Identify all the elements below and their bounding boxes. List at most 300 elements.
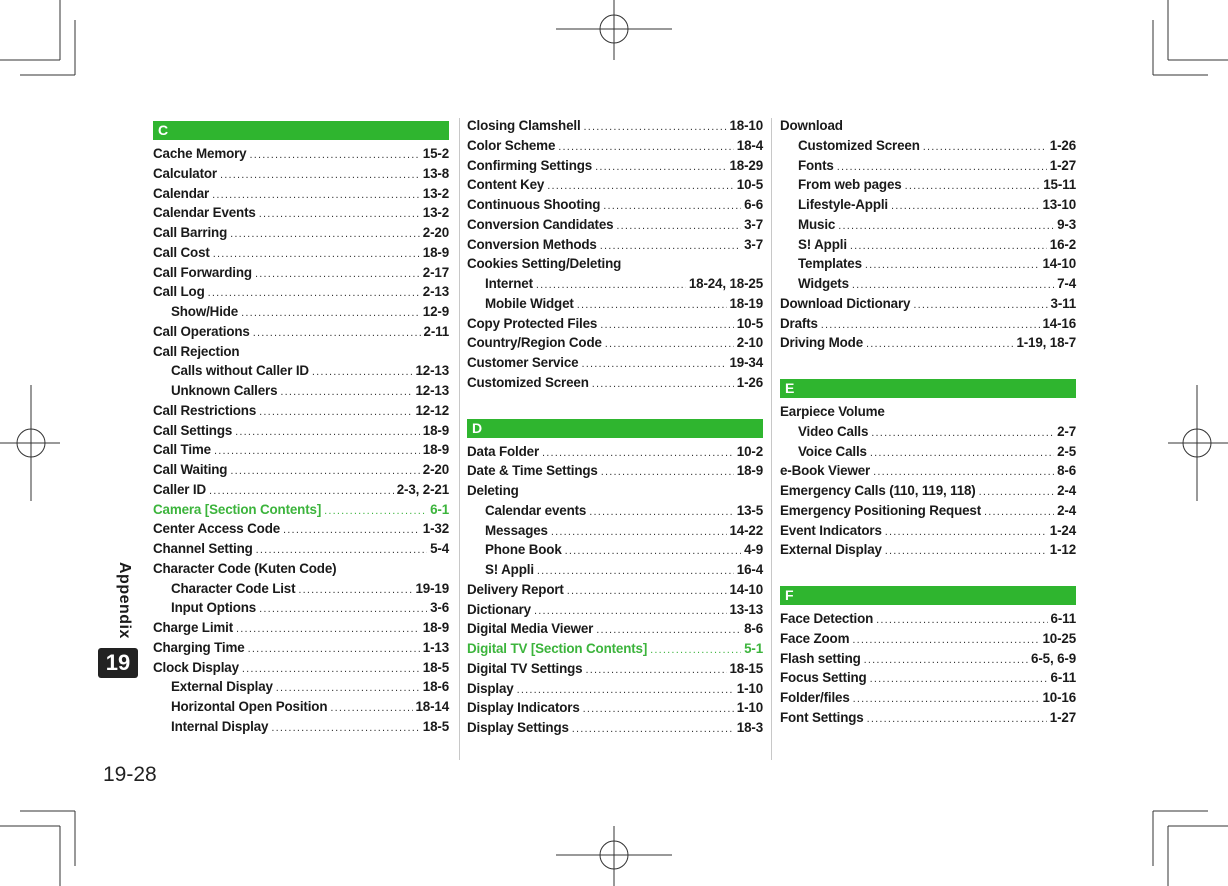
index-entry <box>153 263 449 283</box>
entry-label: Driving Mode <box>780 335 864 351</box>
dot-leader <box>584 118 727 138</box>
entry-label: Fonts <box>798 157 834 173</box>
entry-label: Face Zoom <box>780 630 850 646</box>
entry-label: Closing Clamshell <box>467 118 581 133</box>
index-entry <box>780 314 1076 334</box>
entry-page-ref: 1-32 <box>422 521 449 537</box>
index-entry <box>467 195 763 215</box>
index-subentry <box>780 442 1076 462</box>
entry-label: Emergency Calls (110, 119, 118) <box>780 483 976 498</box>
dot-leader <box>601 463 734 483</box>
index-entry <box>467 659 763 679</box>
index-subentry <box>153 361 449 381</box>
index-entry <box>153 460 449 480</box>
entry-label: Call Operations <box>153 323 250 339</box>
entry-label: Music <box>798 216 836 232</box>
index-entry <box>153 322 449 342</box>
section-heading: E <box>780 379 1076 398</box>
dot-leader <box>298 581 412 601</box>
dot-leader <box>866 335 1013 355</box>
entry-page-ref: 2-4 <box>1057 483 1076 498</box>
dot-leader <box>867 710 1047 730</box>
dot-leader <box>853 690 1040 710</box>
entry-page-ref: 18-3 <box>736 720 763 735</box>
entry-label: Customized Screen <box>798 137 920 153</box>
entry-label: Display Settings <box>467 720 569 735</box>
index-entry <box>780 688 1076 708</box>
entry-label: From web pages <box>798 177 902 193</box>
entry-label: Input Options <box>171 600 257 616</box>
entry-page-ref: 18-14 <box>415 699 449 714</box>
dot-leader <box>583 700 734 720</box>
entry-page-ref: 16-2 <box>1049 236 1076 252</box>
index-subentry <box>153 302 449 322</box>
section-heading: C <box>153 121 449 140</box>
entry-label: Show/Hide <box>171 304 239 319</box>
dot-leader <box>870 444 1054 464</box>
index-entry <box>153 440 449 460</box>
entry-label: Deleting <box>467 483 519 498</box>
entry-label: Continuous Shooting <box>467 197 601 212</box>
entry-page-ref: 18-5 <box>422 659 449 675</box>
entry-label: Content Key <box>467 177 545 193</box>
entry-page-ref: 6-1 <box>430 501 449 517</box>
entry-label: Caller ID <box>153 481 206 497</box>
index-entry <box>780 461 1076 481</box>
index-entry <box>467 215 763 235</box>
entry-label: Digital Media Viewer <box>467 621 594 637</box>
dot-leader <box>214 442 420 462</box>
dot-leader <box>236 620 420 640</box>
chapter-side-tab <box>99 560 139 656</box>
entry-page-ref: 4-9 <box>744 542 763 558</box>
dot-leader <box>905 177 1041 197</box>
dot-leader <box>891 197 1039 217</box>
index-subentry <box>153 677 449 697</box>
index-entry <box>467 116 763 136</box>
index-entry <box>153 638 449 658</box>
index-entry <box>153 401 449 421</box>
dot-leader <box>253 324 421 344</box>
index-entry <box>467 481 763 501</box>
dot-leader <box>567 582 727 602</box>
entry-label: Digital TV [Section Contents] <box>467 641 648 656</box>
index-entry <box>780 402 1076 422</box>
entry-page-ref: 3-6 <box>430 600 449 616</box>
entry-page-ref: 15-2 <box>422 146 449 161</box>
index-subentry <box>780 156 1076 176</box>
entry-page-ref: 18-5 <box>422 718 449 734</box>
dot-leader <box>838 217 1054 237</box>
entry-page-ref: 1-27 <box>1049 157 1076 173</box>
index-subentry <box>780 195 1076 215</box>
entry-label: Video Calls <box>798 423 869 439</box>
entry-page-ref: 3-11 <box>1050 295 1076 311</box>
entry-label: Mobile Widget <box>485 295 574 311</box>
entry-page-ref: 16-4 <box>736 562 763 577</box>
entry-label: Emergency Positioning Request <box>780 502 982 518</box>
entry-page-ref: 18-9 <box>736 463 763 479</box>
dot-leader <box>330 699 412 719</box>
dot-leader <box>249 146 419 166</box>
index-column-2 <box>467 116 763 738</box>
entry-label: Customer Service <box>467 355 579 370</box>
entry-label: Focus Setting <box>780 670 867 686</box>
index-entry <box>467 718 763 738</box>
entry-label: S! Appli <box>798 236 847 252</box>
entry-label: S! Appli <box>485 562 534 577</box>
index-column-1 <box>153 116 449 737</box>
index-entry <box>780 668 1076 688</box>
entry-page-ref: 6-6 <box>744 197 763 212</box>
entry-label: Data Folder <box>467 443 540 459</box>
index-entry <box>780 501 1076 521</box>
entry-label: Customized Screen <box>467 374 589 390</box>
entry-label: Lifestyle-Appli <box>798 197 889 212</box>
entry-label: Dictionary <box>467 601 531 617</box>
index-entry <box>780 609 1076 629</box>
entry-label: Call Cost <box>153 244 210 260</box>
entry-page-ref: 18-9 <box>422 244 449 260</box>
entry-label: External Display <box>780 542 882 558</box>
index-entry <box>153 559 449 579</box>
entry-page-ref: 2-7 <box>1057 423 1076 439</box>
entry-page-ref: 18-15 <box>729 660 763 676</box>
entry-page-ref: 9-3 <box>1057 216 1076 232</box>
index-subentry <box>153 598 449 618</box>
entry-label: Templates <box>798 256 862 272</box>
dot-leader <box>259 205 420 225</box>
dot-leader <box>551 523 727 543</box>
entry-page-ref: 15-11 <box>1043 177 1076 193</box>
dot-leader <box>852 631 1039 651</box>
entry-page-ref: 2-13 <box>422 284 449 300</box>
entry-label: Conversion Methods <box>467 236 597 252</box>
entry-label: Calls without Caller ID <box>171 363 309 379</box>
section-heading: F <box>780 586 1076 605</box>
entry-label: Copy Protected Files <box>467 315 598 331</box>
entry-label: Channel Setting <box>153 541 253 556</box>
entry-label: Conversion Candidates <box>467 216 614 232</box>
index-entry <box>780 629 1076 649</box>
entry-label: Display Indicators <box>467 700 580 716</box>
entry-page-ref: 8-6 <box>744 621 763 637</box>
entry-page-ref: 13-2 <box>422 185 449 201</box>
entry-label: Cache Memory <box>153 146 247 161</box>
entry-label: Cookies Setting/Deleting <box>467 256 622 272</box>
entry-page-ref: 18-6 <box>422 679 449 695</box>
entry-label: Color Scheme <box>467 137 556 153</box>
entry-label: Event Indicators <box>780 522 882 538</box>
dot-leader <box>208 284 420 304</box>
dot-leader <box>585 661 726 681</box>
entry-page-ref: 13-2 <box>422 205 449 221</box>
dot-leader <box>984 503 1054 523</box>
dot-leader <box>592 375 734 395</box>
index-entry <box>153 203 449 223</box>
entry-label: Widgets <box>798 276 849 291</box>
entry-page-ref: 13-5 <box>736 502 763 518</box>
index-entry <box>467 353 763 373</box>
dot-leader <box>876 611 1047 631</box>
index-entry <box>780 521 1076 541</box>
section-heading: D <box>467 419 763 438</box>
entry-page-ref: 18-10 <box>729 118 763 133</box>
entry-page-ref: 13-8 <box>422 165 449 181</box>
entry-page-ref: 13-10 <box>1042 197 1076 212</box>
page-number: 19-28 <box>103 763 157 786</box>
entry-page-ref: 12-13 <box>415 363 449 379</box>
dot-leader <box>885 523 1047 543</box>
entry-label: Face Detection <box>780 611 874 626</box>
entry-label: Character Code (Kuten Code) <box>153 560 337 576</box>
entry-page-ref: 14-10 <box>1042 256 1076 272</box>
index-entry <box>780 481 1076 501</box>
entry-label: Charging Time <box>153 639 245 655</box>
entry-page-ref: 6-5, 6-9 <box>1031 650 1076 666</box>
entry-page-ref: 2-20 <box>422 225 449 240</box>
index-subentry <box>780 136 1076 156</box>
entry-page-ref: 5-4 <box>430 541 449 556</box>
column-divider <box>459 118 460 760</box>
index-entry <box>153 342 449 362</box>
index-entry <box>467 314 763 334</box>
index-entry <box>153 421 449 441</box>
entry-label: Folder/files <box>780 690 850 705</box>
entry-label: Drafts <box>780 315 818 331</box>
entry-label: Font Settings <box>780 709 864 725</box>
index-entry <box>153 539 449 559</box>
index-entry <box>467 136 763 156</box>
index-subentry <box>780 215 1076 235</box>
entry-label: Calendar Events <box>153 205 256 221</box>
entry-label: Digital TV Settings <box>467 660 583 676</box>
entry-label: Calendar <box>153 185 210 201</box>
index-entry <box>780 333 1076 353</box>
dot-leader <box>283 521 420 541</box>
index-subentry <box>780 175 1076 195</box>
index-subentry <box>780 274 1076 294</box>
entry-label: Unknown Callers <box>171 383 278 398</box>
dot-leader <box>220 166 420 186</box>
dot-leader <box>913 296 1047 316</box>
index-entry <box>467 698 763 718</box>
entry-label: Country/Region Code <box>467 335 602 351</box>
dot-leader <box>241 304 420 324</box>
entry-page-ref: 1-26 <box>1049 137 1076 153</box>
entry-page-ref: 12-12 <box>415 402 449 418</box>
entry-label: Delivery Report <box>467 581 564 597</box>
index-entry <box>780 649 1076 669</box>
entry-page-ref: 18-29 <box>729 157 763 173</box>
entry-page-ref: 1-19, 18-7 <box>1016 335 1076 351</box>
index-subentry <box>153 717 449 737</box>
dot-leader <box>979 483 1054 503</box>
index-entry <box>467 619 763 639</box>
index-link-entry[interactable] <box>153 500 449 520</box>
entry-page-ref: 10-5 <box>736 315 763 331</box>
entry-page-ref: 7-4 <box>1057 276 1076 291</box>
entry-label: Horizontal Open Position <box>171 699 328 714</box>
entry-page-ref: 1-12 <box>1049 542 1076 558</box>
entry-label: Calendar events <box>485 502 587 518</box>
entry-page-ref: 2-5 <box>1057 443 1076 459</box>
index-column-3 <box>780 116 1076 728</box>
entry-page-ref: 18-9 <box>422 442 449 458</box>
entry-label: Download Dictionary <box>780 295 911 311</box>
entry-page-ref: 1-27 <box>1049 709 1076 725</box>
index-subentry <box>780 235 1076 255</box>
entry-page-ref: 19-19 <box>415 580 449 596</box>
entry-label: Character Code List <box>171 580 296 596</box>
dot-leader <box>605 335 734 355</box>
dot-leader <box>565 542 741 562</box>
index-link-entry[interactable] <box>467 639 763 659</box>
index-entry <box>467 600 763 620</box>
index-subentry <box>467 521 763 541</box>
dot-leader <box>271 719 419 739</box>
entry-label: Charge Limit <box>153 620 234 635</box>
index-entry <box>780 116 1076 136</box>
entry-page-ref: 2-20 <box>422 462 449 477</box>
chapter-number-badge: 19 <box>98 648 138 678</box>
index-entry <box>153 164 449 184</box>
entry-page-ref: 14-10 <box>729 581 763 597</box>
index-entry <box>467 333 763 353</box>
index-subentry <box>467 294 763 314</box>
dot-leader <box>603 197 741 217</box>
entry-page-ref: 12-9 <box>422 304 449 319</box>
entry-page-ref: 14-22 <box>729 522 763 538</box>
entry-page-ref: 1-24 <box>1049 522 1076 538</box>
dot-leader <box>616 217 741 237</box>
entry-page-ref: 3-7 <box>744 216 763 232</box>
index-entry <box>780 708 1076 728</box>
entry-page-ref: 2-10 <box>736 335 763 351</box>
index-subentry <box>467 540 763 560</box>
index-entry <box>467 679 763 699</box>
index-entry <box>153 282 449 302</box>
index-entry <box>153 618 449 638</box>
entry-label: Call Time <box>153 442 211 458</box>
entry-page-ref: 1-10 <box>736 700 763 716</box>
entry-page-ref: 13-13 <box>729 601 763 617</box>
entry-page-ref: 1-13 <box>422 639 449 655</box>
dot-leader <box>230 462 419 482</box>
entry-page-ref: 2-17 <box>422 264 449 280</box>
dot-leader <box>870 670 1048 690</box>
entry-label: Earpiece Volume <box>780 404 885 419</box>
entry-page-ref: 2-3, 2-21 <box>396 481 449 497</box>
index-entry <box>467 461 763 481</box>
index-entry <box>467 442 763 462</box>
dot-leader <box>537 562 734 582</box>
entry-label: Call Settings <box>153 422 233 438</box>
entry-label: Clock Display <box>153 659 239 675</box>
entry-page-ref: 19-34 <box>729 355 763 370</box>
dot-leader <box>259 600 427 620</box>
dot-leader <box>589 503 734 523</box>
dot-leader <box>259 403 412 423</box>
entry-page-ref: 2-4 <box>1057 502 1076 518</box>
entry-label: Download <box>780 118 843 133</box>
dot-leader <box>581 355 726 375</box>
index-entry <box>153 243 449 263</box>
entry-label: Calculator <box>153 165 217 181</box>
index-entry <box>467 254 763 274</box>
dot-leader <box>865 256 1040 276</box>
column-divider <box>771 118 772 760</box>
index-subentry <box>467 274 763 294</box>
dot-leader <box>248 640 420 660</box>
entry-label: Call Restrictions <box>153 402 257 418</box>
entry-label: External Display <box>171 679 273 695</box>
index-entry <box>467 373 763 393</box>
entry-page-ref: 6-11 <box>1050 670 1076 686</box>
entry-page-ref: 10-5 <box>736 177 763 193</box>
index-entry <box>153 658 449 678</box>
index-subentry <box>780 254 1076 274</box>
dot-leader <box>312 363 413 383</box>
entry-label: Display <box>467 680 514 696</box>
entry-page-ref: 18-4 <box>736 137 763 153</box>
entry-label: Call Rejection <box>153 343 240 359</box>
index-subentry <box>780 422 1076 442</box>
dot-leader <box>255 265 420 285</box>
entry-label: Center Access Code <box>153 521 281 537</box>
dot-leader <box>864 651 1028 671</box>
entry-label: Phone Book <box>485 542 562 558</box>
dot-leader <box>650 641 741 661</box>
index-entry <box>153 184 449 204</box>
index-entry <box>780 294 1076 314</box>
entry-page-ref: 18-9 <box>422 620 449 635</box>
index-entry <box>467 175 763 195</box>
dot-leader <box>600 316 734 336</box>
index-entry <box>153 519 449 539</box>
dot-leader <box>324 502 427 522</box>
index-entry <box>467 235 763 255</box>
entry-page-ref: 6-11 <box>1050 611 1076 626</box>
entry-label: Voice Calls <box>798 443 867 459</box>
entry-page-ref: 8-6 <box>1057 463 1076 479</box>
dot-leader <box>577 296 727 316</box>
dot-leader <box>235 423 420 443</box>
dot-leader <box>595 158 726 178</box>
index-subentry <box>467 560 763 580</box>
dot-leader <box>572 720 734 740</box>
entry-label: Camera [Section Contents] <box>153 501 322 517</box>
dot-leader <box>280 383 412 403</box>
index-entry <box>467 156 763 176</box>
dot-leader <box>871 424 1054 444</box>
entry-page-ref: 3-7 <box>744 236 763 252</box>
entry-page-ref: 2-11 <box>423 323 449 339</box>
chapter-title: Appendix <box>116 562 133 639</box>
entry-label: Messages <box>485 522 548 538</box>
index-entry <box>153 144 449 164</box>
entry-label: Call Log <box>153 284 205 300</box>
dot-leader <box>885 542 1047 562</box>
index-entry <box>153 223 449 243</box>
entry-label: Internal Display <box>171 718 269 734</box>
entry-label: Flash setting <box>780 650 861 666</box>
entry-label: Call Forwarding <box>153 264 252 280</box>
entry-label: Date & Time Settings <box>467 463 598 479</box>
entry-page-ref: 10-2 <box>736 443 763 459</box>
dot-leader <box>923 138 1047 158</box>
entry-page-ref: 1-26 <box>736 374 763 390</box>
